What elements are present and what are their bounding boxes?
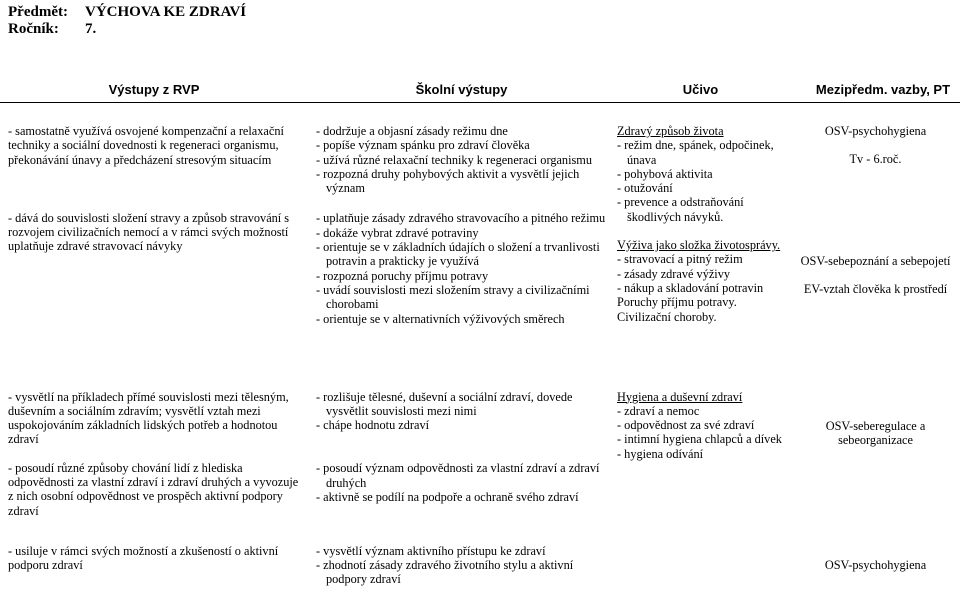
school-outcome: - dodržuje a objasní zásady režimu dne — [316, 124, 508, 138]
table-row — [0, 103, 960, 390]
school-cell — [308, 390, 615, 544]
curriculum-item: - otužování — [617, 181, 673, 196]
curriculum-note: Poruchy příjmu potravy. — [617, 295, 737, 310]
cross-link: Tv - 6.roč. — [849, 152, 902, 167]
school-outcome: - užívá různé relaxační techniky k regeneraci organismu — [316, 152, 592, 167]
rvp-cell — [0, 390, 308, 544]
links-cell — [786, 103, 960, 390]
school-cell — [308, 544, 615, 587]
cross-link: OSV-seberegulace a sebeorganizace — [825, 418, 926, 447]
table-row — [0, 390, 960, 544]
school-outcome: - popíše význam spánku pro zdraví člověka — [316, 138, 530, 153]
curriculum-item: - intimní hygiena chlapců a dívek — [617, 432, 782, 447]
school-outcome: - zhodnotí zásady zdravého životního stylu a aktivní podpory zdraví — [316, 557, 574, 587]
school-outcome: - uvádí souvislosti mezi složením stravy a civilizačními chorobami — [316, 282, 590, 312]
rvp-outcome: - posoudí různé způsoby chování lidí z hlediska odpovědnosti za vlastní zdraví i zdraví druhých a vyvozuje z nich osobní odpovědnost ve prospěch aktivní podpory zdraví — [8, 460, 299, 518]
subject-value: VÝCHOVA KE ZDRAVÍ — [85, 4, 247, 20]
subject-line — [8, 4, 247, 21]
links-cell — [786, 390, 960, 544]
column-header: Učivo — [615, 76, 786, 103]
school-outcome: - orientuje se v základních údajích o složení a trvanlivosti potravin a prakticky je využívá — [316, 240, 600, 269]
curriculum-item: - stravovací a pitný režim — [617, 252, 743, 267]
column-header: Mezipředm. vazby, PT — [786, 76, 960, 103]
curriculum-cell — [615, 390, 786, 544]
school-outcome: - uplatňuje zásady zdravého stravovacího a pitného režimu — [316, 211, 606, 226]
curriculum-item: - zásady zdravé výživy — [617, 266, 731, 281]
cross-link: OSV-psychohygiena — [824, 124, 927, 138]
school-cell — [308, 103, 615, 390]
rvp-outcome: - dává do souvislosti složení stravy a způsob stravování s rozvojem civilizačních nemocí a v rámci svých možností uplatňuje zdravé stravovací návyky — [8, 210, 290, 254]
curriculum-item: - prevence a odstraňování škodlivých návyků. — [617, 195, 744, 224]
cross-link: OSV-sebepoznání a sebepojetí — [800, 253, 951, 268]
links-cell — [786, 544, 960, 587]
table-header-row — [0, 76, 960, 103]
curriculum-item: - režim dne, spánek, odpočinek, únava — [617, 138, 774, 167]
subject-label: Předmět: — [8, 4, 68, 20]
curriculum-topic: Zdravý způsob života — [617, 124, 724, 138]
grade-label: Ročník: — [8, 21, 59, 37]
curriculum-item: - odpovědnost za své zdraví — [617, 418, 755, 433]
school-outcome: - rozpozná druhy pohybových aktivit a vysvětlí jejich význam — [316, 166, 580, 196]
school-outcome: - chápe hodnotu zdraví — [316, 418, 430, 433]
column-header: Výstupy z RVP — [0, 76, 308, 103]
rvp-cell — [0, 544, 308, 587]
school-outcome: - aktivně se podílí na podpoře a ochraně svého zdraví — [316, 489, 579, 504]
rvp-cell — [0, 103, 308, 390]
rvp-outcome: - samostatně využívá osvojené kompenzační a relaxační techniky a sociální dovednosti k regeneraci organismu, překonávání únavy a předcházení stresovým situacím — [8, 124, 284, 167]
curriculum-item: - zdraví a nemoc — [617, 403, 700, 418]
curriculum-topic: Hygiena a duševní zdraví — [617, 389, 743, 404]
school-outcome: - rozlišuje tělesné, duševní a sociální zdraví, dovede vysvětlit souvislosti mezi nimi — [316, 389, 573, 418]
school-outcome: - posoudí význam odpovědnosti za vlastní zdraví a zdraví druhých — [316, 461, 600, 490]
curriculum-table — [0, 76, 960, 586]
curriculum-item: - pohybová aktivita — [617, 166, 713, 181]
curriculum-cell — [615, 544, 786, 587]
curriculum-item: - nákup a skladování potravin — [617, 280, 764, 295]
school-outcome: - rozpozná poruchy příjmu potravy — [316, 268, 489, 283]
grade-value: 7. — [85, 21, 97, 37]
curriculum-item: - hygiena odívání — [617, 446, 704, 461]
school-outcome: - orientuje se v alternativních výživových směrech — [316, 311, 565, 326]
curriculum-topic: Výživa jako složka životosprávy. — [617, 238, 781, 253]
rvp-outcome: - usiluje v rámci svých možností a zkušeností o aktivní podporu zdraví — [8, 543, 279, 572]
school-outcome: - dokáže vybrat zdravé potraviny — [316, 225, 479, 240]
curriculum-cell — [615, 103, 786, 390]
table-row — [0, 544, 960, 587]
curriculum-note: Civilizační choroby. — [617, 309, 717, 324]
cross-link: EV-vztah člověka k prostředí — [803, 281, 948, 296]
cross-link: OSV-psychohygiena — [824, 557, 927, 572]
school-outcome: - vysvětlí význam aktivního přístupu ke zdraví — [316, 543, 546, 558]
grade-line — [8, 21, 97, 38]
column-header: Školní výstupy — [308, 76, 615, 103]
rvp-outcome: - vysvětlí na příkladech přímé souvislosti mezi tělesným, duševním a sociálním zdravím; vysvětlí vztah mezi uspokojováním základních lidských potřeb a hodnotou zdraví — [8, 389, 289, 447]
